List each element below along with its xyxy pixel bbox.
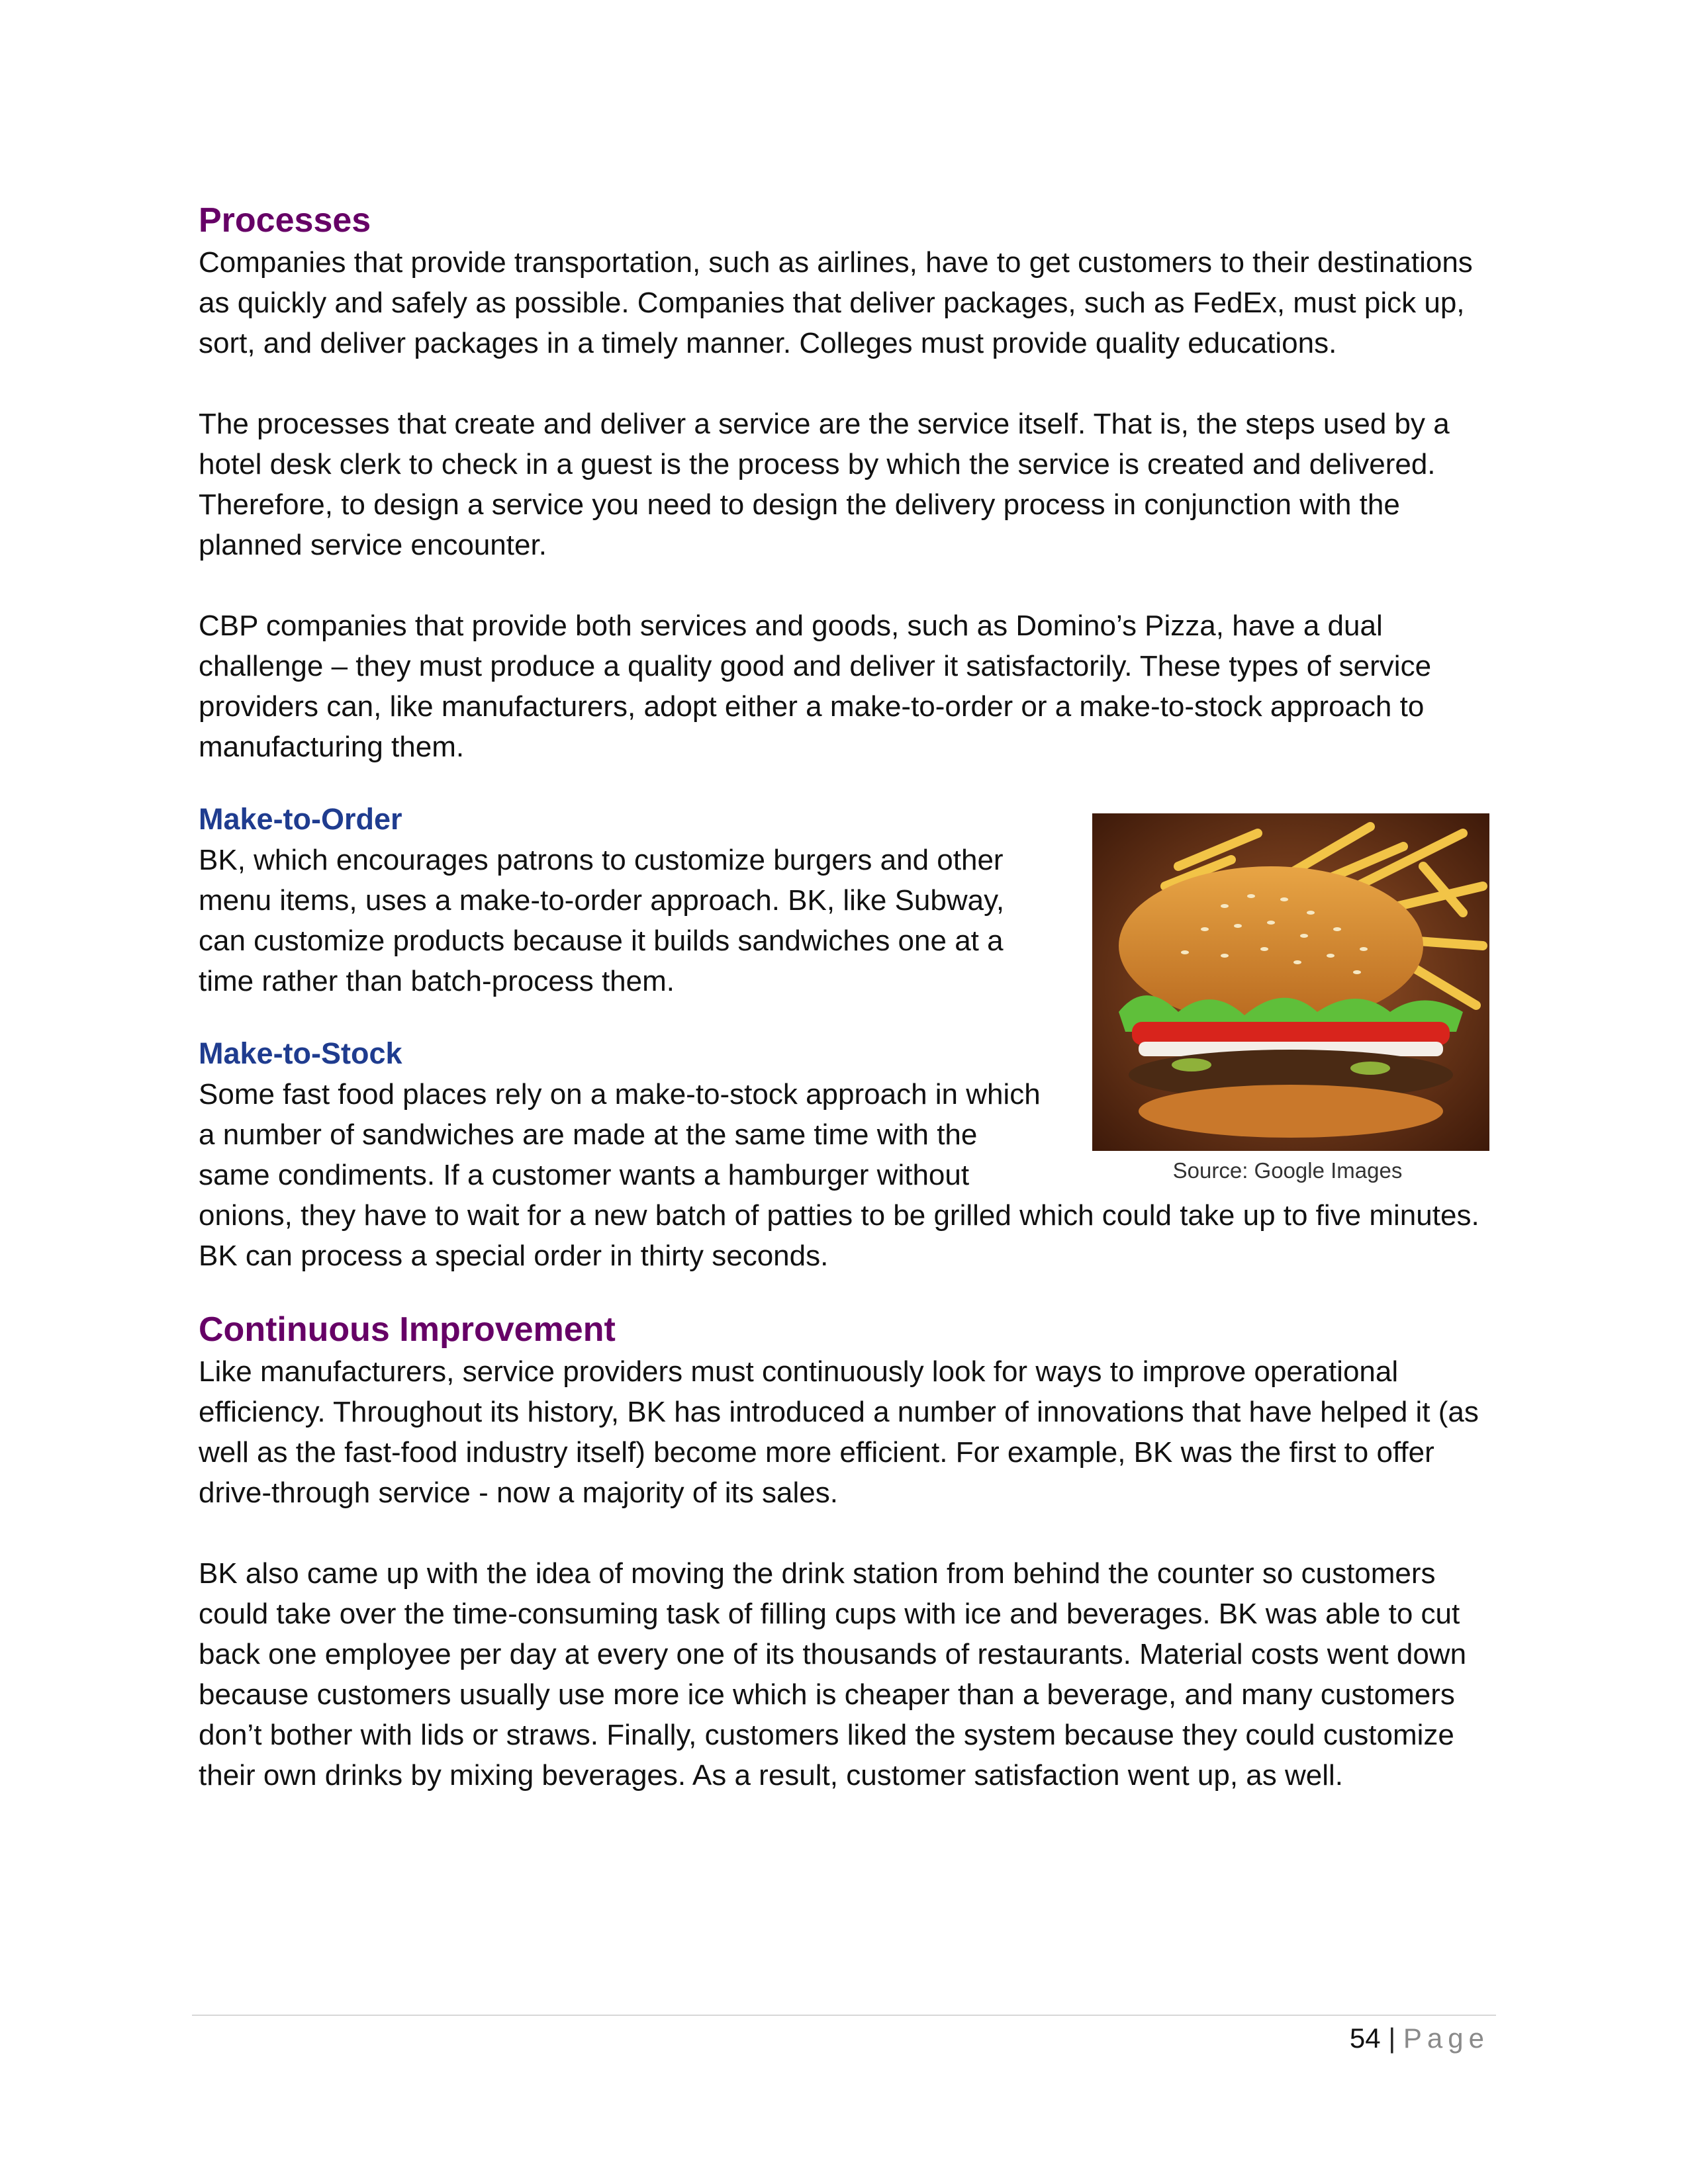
paragraph: BK also came up with the idea of moving the drink station from behind the counter so customers could take over the time-consuming task of filling cups with ice and beverages. BK was able to cut back one employee per day at every one of its thousands of restaurants. Material costs went down because customers usually use more ice which is cheaper than a beverage, and many customers don’t bother with lids or straws. Finally, customers liked the system because they could customize their own drinks by mixing beverages. As a result, customer satisfaction went up, as well. [199, 1557, 1467, 1792]
paragraph: Like manufacturers, service providers must continuously look for ways to improve operational efficiency. Throughout its history, BK has introduced a number of innovations that have helped it (as well as the fast-food industry itself) become more efficient. For example, BK was the first to offer drive-through service - now a majority of its sales. [199, 1355, 1479, 1509]
page-content [199, 199, 1496, 1796]
subheading-make-to-order: Make-to-Order [199, 802, 402, 836]
burger-figure [1079, 799, 1496, 1184]
paragraph: The processes that create and deliver a service are the service itself. That is, the steps used by a hotel desk clerk to check in a guest is the process by which the service is created and delivered. Therefore, to design a service you need to design the delivery process in conjunction with the planned service encounter. [199, 408, 1450, 561]
section-heading-continuous-improvement: Continuous Improvement [199, 1310, 616, 1349]
paragraph: Companies that provide transportation, such as airlines, have to get customers to their destinations as quickly and safely as possible. Companies that deliver packages, such as FedEx, must pick up, sort, and deliver packages in a timely manner. Colleges must provide quality educations. [199, 246, 1473, 359]
page-number: 54 [1349, 2023, 1381, 2054]
page-footer [1350, 2020, 1489, 2057]
paragraph: Some fast food places rely on a make-to-stock approach in which a number of sandwiches are made at the same time with the same condiments. If a customer wants a hamburger without onions, they have to wait for a new batch of patties to be grilled which could take up to five minutes. BK can process a special order in thirty seconds. [199, 1078, 1479, 1272]
burger-image [1092, 813, 1489, 1151]
figure-caption: Source: Google Images [1172, 1158, 1403, 1183]
subheading-make-to-stock: Make-to-Stock [199, 1036, 402, 1070]
footer-separator: | [1388, 2023, 1396, 2054]
paragraph: BK, which encourages patrons to customize burgers and other menu items, uses a make-to-order approach. BK, like Subway, can customize products because it builds sandwiches one at a time rather than batch-process them. [199, 844, 1005, 997]
footer-divider [192, 2015, 1496, 2016]
paragraph: CBP companies that provide both services and goods, such as Domino’s Pizza, have a dual challenge – they must produce a quality good and deliver it satisfactorily. These types of service providers can, like manufacturers, adopt either a make-to-order or a make-to-stock approach to manufacturing them. [199, 610, 1432, 763]
section-heading-processes: Processes [199, 201, 371, 240]
page-label: Page [1403, 2023, 1489, 2054]
